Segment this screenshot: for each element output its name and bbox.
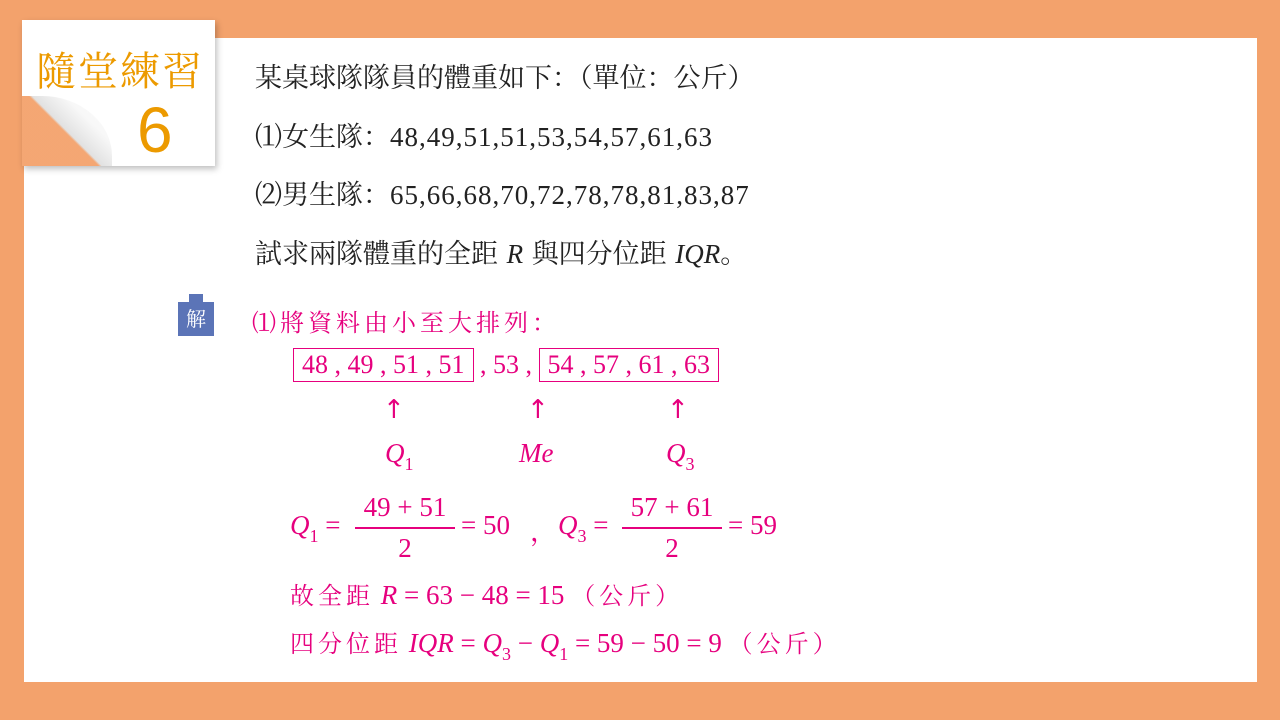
range-line xyxy=(290,576,683,611)
q3-numerator: 57 + 61 xyxy=(630,492,714,522)
q3-label: $Q_3$ xyxy=(666,438,695,474)
q1-fraction xyxy=(355,492,455,564)
question-girls-line xyxy=(255,115,713,154)
q1-fraction-bar xyxy=(355,527,455,529)
girls-values: 48,49,51,51,53,54,57,61,63 xyxy=(390,122,713,152)
exercise-tag-title: 隨堂練習 xyxy=(36,49,204,95)
sorted-data-line xyxy=(293,348,719,382)
ask-symbol-iqr: IQR xyxy=(675,239,721,269)
exercise-tag-number: 6 xyxy=(137,94,173,166)
iqr-equals: = xyxy=(460,628,476,658)
q1-numerator: 49 + 51 xyxy=(363,492,447,522)
question-boys-line xyxy=(255,173,750,212)
q1-denominator: 2 xyxy=(398,532,412,563)
q3-fraction xyxy=(622,492,722,564)
upper-half-box: 54 , 57 , 61 , 63 xyxy=(539,348,720,382)
badge-tab xyxy=(189,294,203,302)
ask-text-2: 與四分位距 xyxy=(531,239,667,270)
ask-symbol-r: R xyxy=(506,239,524,269)
iqr-label: 四分位距 xyxy=(290,630,402,658)
iqr-expression: = 59 − 50 = 9 xyxy=(574,628,722,658)
q3-denominator: 2 xyxy=(665,532,679,563)
iqr-unit: （公斤） xyxy=(728,630,841,658)
median-value: , 53 , xyxy=(480,350,532,379)
iqr-symbol: IQR xyxy=(408,628,454,658)
q1-label: $Q_1$ xyxy=(385,438,414,474)
question-ask xyxy=(255,232,747,271)
q3-fraction-bar xyxy=(622,527,722,529)
ask-text-1: 試求兩隊體重的全距 xyxy=(255,239,498,270)
q3-formula-lhs: $Q_3$ = xyxy=(558,510,609,546)
median-label: Me xyxy=(519,438,554,468)
boys-label: ⑵男生隊： xyxy=(255,180,390,211)
solution-badge xyxy=(178,300,214,336)
range-symbol: R xyxy=(380,580,398,610)
exercise-tag xyxy=(22,20,215,166)
solution-badge-label: 解 xyxy=(178,302,214,336)
range-unit: （公斤） xyxy=(571,582,684,610)
range-label: 故全距 xyxy=(290,582,374,610)
ask-end: 。 xyxy=(720,239,748,270)
lower-half-box: 48 , 49 , 51 , 51 xyxy=(293,348,474,382)
girls-label: ⑴女生隊： xyxy=(255,122,390,153)
q3-result: = 59 xyxy=(728,510,777,540)
solution-step-1: ⑴將資料由小至大排列： xyxy=(252,309,560,337)
iqr-line: 四分位距 IQR = $Q_3 - Q_1 = 59 - 50 = 9$ （公斤） xyxy=(290,628,841,664)
question-intro: 某桌球隊隊員的體重如下：（單位：公斤） xyxy=(255,63,755,94)
q1-arrow: ↑ xyxy=(383,395,405,425)
page-curl-decoration xyxy=(22,96,112,166)
me-arrow: ↑ xyxy=(527,395,549,425)
iqr-minus: − xyxy=(517,628,533,658)
q3-arrow: ↑ xyxy=(667,395,689,425)
formula-separator: ， xyxy=(530,517,557,548)
q1-formula-lhs: $Q_1$ = xyxy=(290,510,341,546)
range-expression: = 63 − 48 = 15 xyxy=(404,580,565,610)
boys-values: 65,66,68,70,72,78,78,81,83,87 xyxy=(390,180,750,210)
q1-result: = 50 xyxy=(461,510,510,540)
